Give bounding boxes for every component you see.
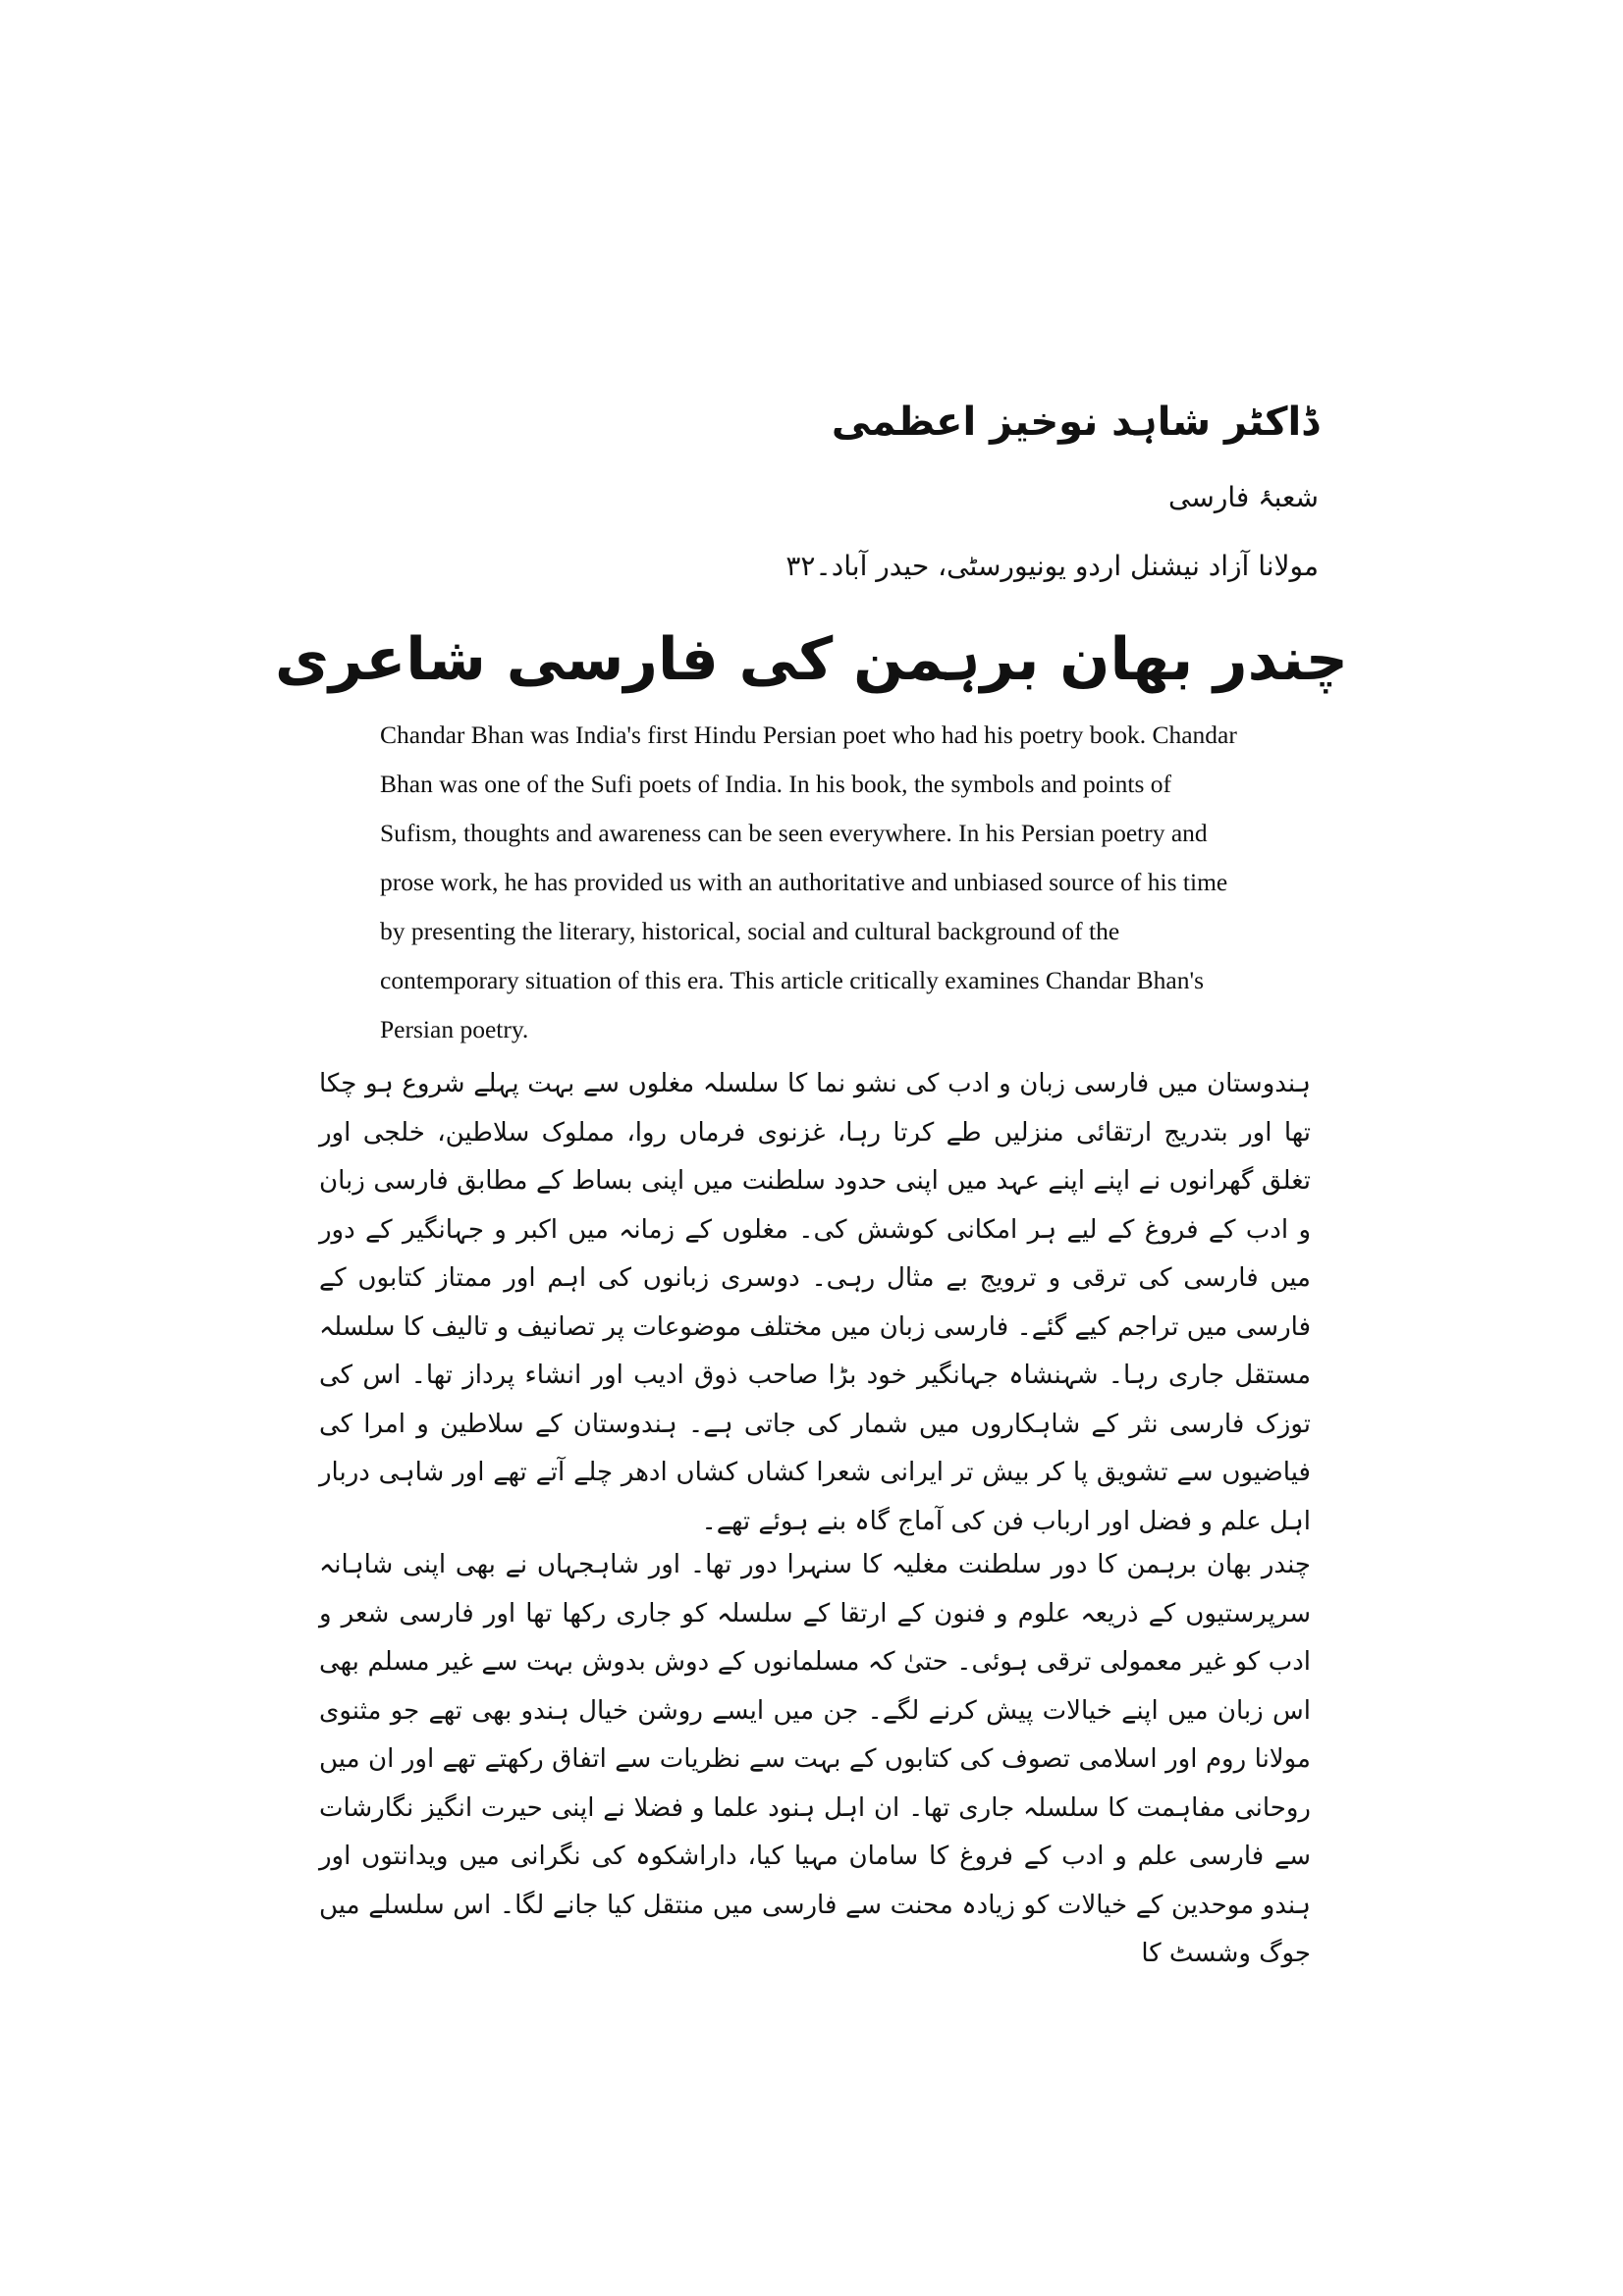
- abstract: Chandar Bhan was India's first Hindu Persian poet who had his poetry book. Chandar Bhan was one of the Sufi poets of India. In his book, the symbols and points of Sufism, thoughts and awareness can be seen everywhere. In his Persian poetry and prose work, he has provided us with an authoritative and unbiased source of his time by presenting the literary, historical, social and cultural background of the contemporary situation of this era. This article critically examines Chandar Bhan's Persian poetry.: [380, 721, 1237, 1043]
- body-paragraph-1: ہندوستان میں فارسی زبان و ادب کی نشو نما کا سلسلہ مغلوں سے بہت پہلے شروع ہو چکا تھا اور بتدریج ارتقائی منزلیں طے کرتا رہا، غزنوی فرماں روا، مملوک سلاطین، خلجی اور تغلق گھرانوں نے اپنے اپنے عہد میں اپنی حدود سلطنت میں اپنی بساط کے مطابق فارسی زبان و ادب کے فروغ کے لیے ہر امکانی کوشش کی۔ مغلوں کے زمانہ میں اکبر و جہانگیر کے دور میں فارسی کی ترقی و ترویج بے مثال رہی۔ دوسری زبانوں کی اہم اور ممتاز کتابوں کے فارسی میں تراجم کیے گئے۔ فارسی زبان میں مختلف موضوعات پر تصانیف و تالیف کا سلسلہ مستقل جاری رہا۔ شہنشاہ جہانگیر خود بڑا صاحب ذوق ادیب اور انشاء پرداز تھا۔ اس کی توزک فارسی نثر کے شاہکاروں میں شمار کی جاتی ہے۔ ہندوستان کے سلاطین و امرا کی فیاضیوں سے تشویق پا کر بیش تر ایرانی شعرا کشاں کشاں ادھر چلے آتے تھے اور شاہی دربار اہل علم و فضل اور ارباب فن کی آماج گاہ بنے ہوئے تھے۔: [319, 1069, 1311, 1536]
- author-name: ڈاکٹر شاہد نوخیز اعظمی: [831, 400, 1319, 445]
- author-department: شعبۂ فارسی: [1168, 481, 1319, 513]
- author-affiliation: مولانا آزاد نیشنل اردو یونیورسٹی، حیدر آباد۔۳۲: [785, 550, 1319, 582]
- body-paragraph-2: چندر بھان برہمن کا دور سلطنت مغلیہ کا سنہرا دور تھا۔ اور شاہجہاں نے بھی اپنی شاہانہ سرپرستیوں کے ذریعہ علوم و فنون کے ارتقا کے سلسلہ کو جاری رکھا تھا اور فارسی شعر و ادب کو غیر معمولی ترقی ہوئی۔ حتیٰ کہ مسلمانوں کے دوش بدوش بہت سے غیر مسلم بھی اس زبان میں اپنے خیالات پیش کرنے لگے۔ جن میں ایسے روشن خیال ہندو بھی تھے جو مثنوی مولانا روم اور اسلامی تصوف کی کتابوں کے بہت سے نظریات سے اتفاق رکھتے تھے اور ان میں روحانی مفاہمت کا سلسلہ جاری تھا۔ ان اہل ہنود علما و فضلا نے اپنی حیرت انگیز نگارشات سے فارسی علم و ادب کے فروغ کا سامان مہیا کیا، داراشکوہ کی نگرانی میں ویدانتوں اور ہندو موحدین کے خیالات کو زیادہ محنت سے فارسی میں منتقل کیا جانے لگا۔ اس سلسلے میں جوگ وشسٹ کا: [319, 1550, 1311, 1968]
- article-title: چندر بھان برہمن کی فارسی شاعری: [275, 625, 1348, 694]
- author-block: [631, 393, 1319, 591]
